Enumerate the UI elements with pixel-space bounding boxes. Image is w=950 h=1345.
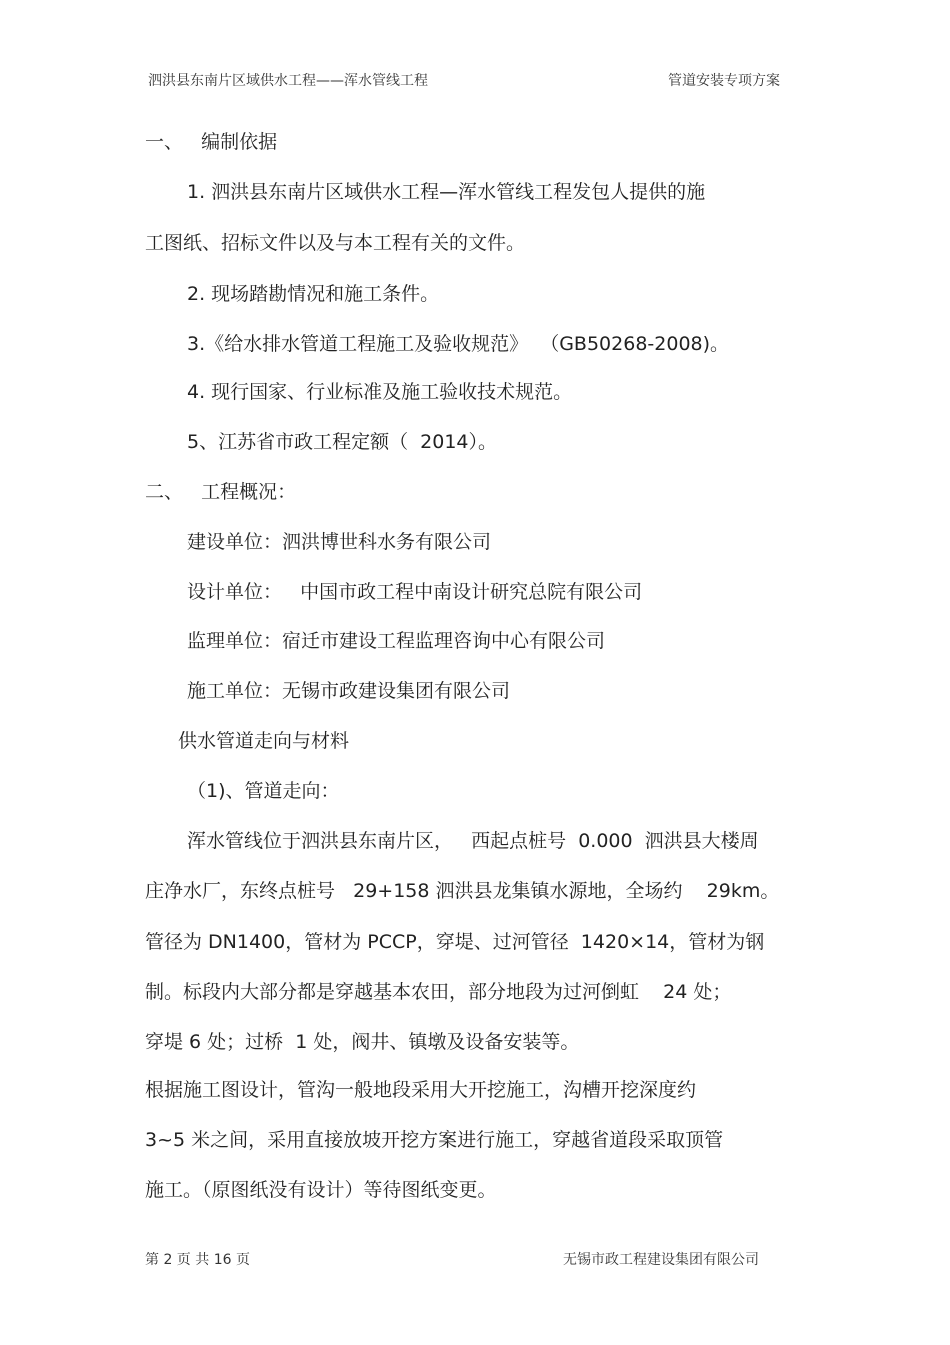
footer-company: 无锡市政工程建设集团有限公司 [563,1252,759,1268]
paragraph-line: 1. 泗洪县东南片区域供水工程—浑水管线工程发包人提供的施 [187,181,706,203]
footer-page-number: 第 2 页 共 16 页 [145,1252,250,1268]
paragraph-line: 监理单位：宿迁市建设工程监理咨询中心有限公司 [187,630,606,652]
paragraph-line: 施工。（原图纸没有设计）等待图纸变更。 [145,1179,497,1201]
paragraph-line: 3~5 米之间，采用直接放坡开挖方案进行施工，穿越省道段采取顶管 [145,1129,724,1151]
paragraph-line: 管径为 DN1400，管材为 PCCP，穿堤、过河管径 1420×14，管材为钢 [145,931,765,953]
subsection-heading: 供水管道走向与材料 [178,730,350,752]
paragraph-line: 施工单位：无锡市政建设集团有限公司 [187,680,511,702]
section-heading-basis: 一、 编制依据 [145,131,278,153]
paragraph-line: 制。标段内大部分都是穿越基本农田，部分地段为过河倒虹 24 处； [145,981,732,1003]
paragraph-line: 浑水管线位于泗洪县东南片区， 西起点桩号 0.000 泗洪县大楼周 [187,830,759,852]
paragraph-line: 4. 现行国家、行业标准及施工验收技术规范。 [187,381,573,403]
header-project-title: 泗洪县东南片区域供水工程——浑水管线工程 [148,73,428,89]
header-document-title: 管道安装专项方案 [668,73,780,89]
subsection-heading: （1)、管道走向： [187,780,340,802]
paragraph-line: 设计单位： 中国市政工程中南设计研究总院有限公司 [187,581,643,603]
paragraph-line: 根据施工图设计，管沟一般地段采用大开挖施工，沟槽开挖深度约 [145,1079,697,1101]
paragraph-line: 3.《给水排水管道工程施工及验收规范》 （GB50268-2008)。 [187,333,730,355]
paragraph-line: 穿堤 6 处；过桥 1 处，阀井、镇墩及设备安装等。 [145,1031,580,1053]
paragraph-line: 5、江苏省市政工程定额（ 2014）。 [187,431,498,453]
section-heading-overview: 二、 工程概况： [145,481,297,503]
paragraph-line: 庄净水厂，东终点桩号 29+158 泗洪县龙集镇水源地，全场约 29km。 [145,880,780,902]
paragraph-line: 工图纸、招标文件以及与本工程有关的文件。 [145,232,526,254]
paragraph-line: 2. 现场踏勘情况和施工条件。 [187,283,440,305]
paragraph-line: 建设单位：泗洪博世科水务有限公司 [187,531,492,553]
